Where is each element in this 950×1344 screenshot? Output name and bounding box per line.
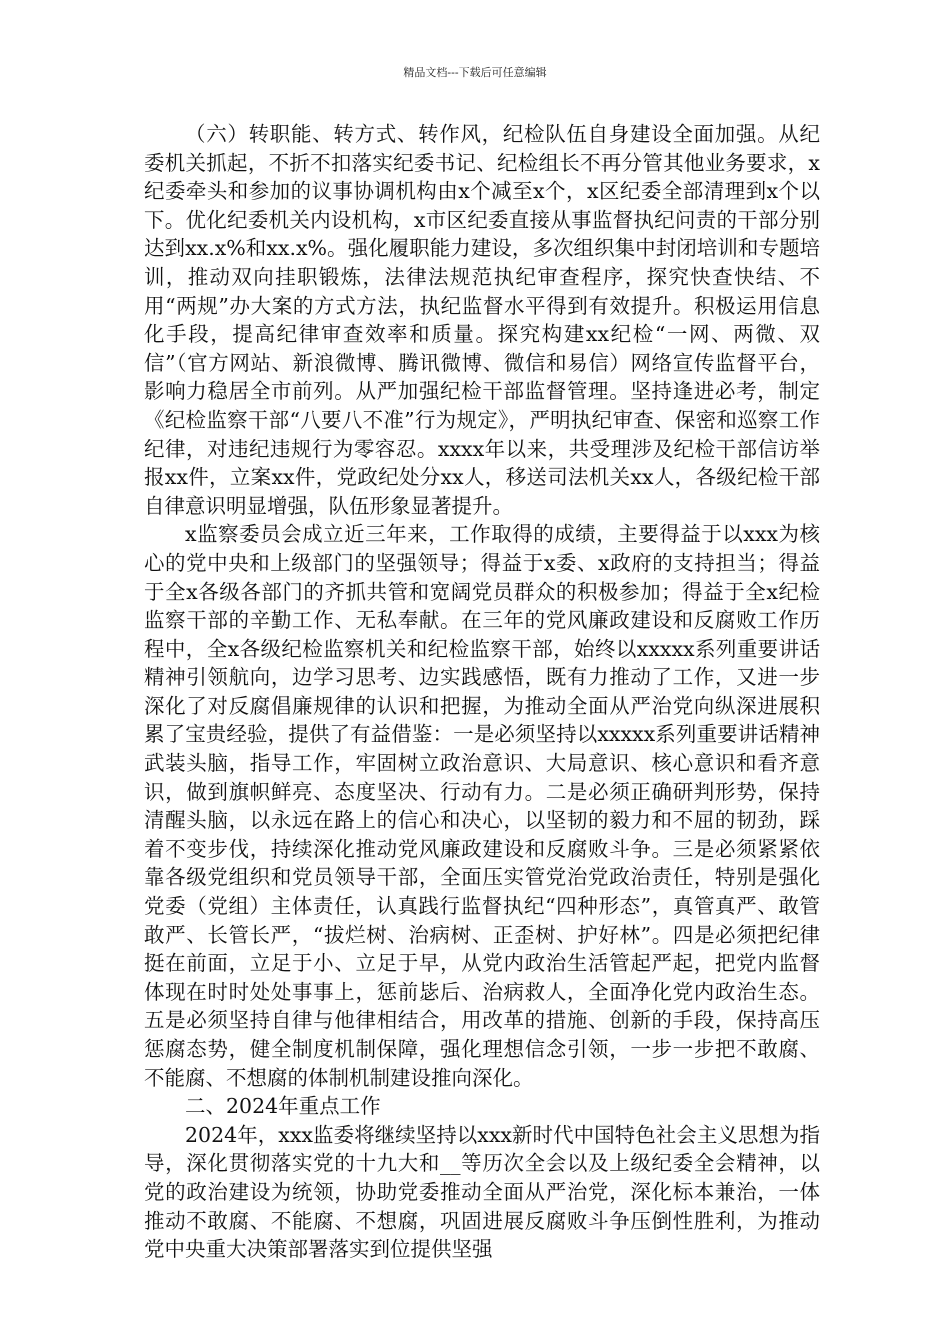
paragraph-discipline-team: （六）转职能、转方式、转作风，纪检队伍自身建设全面加强。从纪委机关抓起，不折不扣落实纪委书记、纪检组长不再分管其他业务要求，x纪委牵头和参加的议事协调机构由x个减至x个，x区纪委全部清理到x个以下。优化纪委机关内设机构，x市区纪委直接从事监督执纪问责的干部分别达到xx.x%和xx.x%。强化履职能力建设，多次组织集中封闭培训和专题培训，推动双向挂职锻炼，法律法规范执纪审查程序，探究快查快结、不用“两规”办大案的方式方法，执纪监督水平得到有效提升。积极运用信息化手段，提高纪律审查效率和质量。探究构建xx纪检“一网、两微、双信”（官方网站、新浪微博、腾讯微博、微信和易信）网络宣传监督平台，影响力稳居全市前列。从严加强纪检干部监督管理。坚持逢进必考，制定《纪检监察干部“八要八不准”行为规定》，严明执纪审查、保密和巡察工作纪律，对违纪违规行为零容忍。xxxx年以来，共受理涉及纪检干部信访举报xx件，立案xx件，党政纪处分xx人，移送司法机关xx人，各级纪检干部自律意识明显增强，队伍形象显著提升。	[144, 122, 820, 518]
section-heading: 二、2024年重点工作	[185, 1094, 381, 1119]
paragraph-key-work: 2024年，xxx监委将继续坚持以xxx新时代中国特色社会主义思想为指导，深化贯彻落实党的十九大和__等历次全会以及上级纪委全会精神，以党的政治建设为统领，协助党委推动全面从严治党，深化标本兼治，一体推动不敢腐、不能腐、不想腐，巩固进展反腐败斗争压倒性胜利，为推动党中央重大决策部署落实到位提供坚强	[144, 1122, 820, 1262]
paragraph-achievements: x监察委员会成立近三年来，工作取得的成绩，主要得益于以xxx为核心的党中央和上级部门的坚强领导；得益于x委、x政府的支持担当；得益于全x各级各部门的齐抓共管和宽阔党员群众的积极参加；得益于全x纪检监察干部的辛勤工作、无私奉献。在三年的党风廉政建设和反腐败工作历程中，全x各级纪检监察机关和纪检监察干部，始终以xxxxx系列重要讲话精神引领航向，边学习思考、边实践感悟，既有力推动了工作，又进一步深化了对反腐倡廉规律的认识和把握，为推动全面从严治党向纵深进展积累了宝贵经验，提供了有益借鉴：一是必须坚持以xxxxx系列重要讲话精神武装头脑，指导工作，牢固树立政治意识、大局意识、核心意识和看齐意识，做到旗帜鲜亮、态度坚决、行动有力。二是必须正确研判形势，保持清醒头脑，以永远在路上的信心和决心，以坚韧的毅力和不屈的韧劲，踩着不变步伐，持续深化推动党风廉政建设和反腐败斗争。三是必须紧紧依靠各级党组织和党员领导干部，全面压实管党治党政治责任，特别是强化党委（党组）主体责任，认真践行监督执纪“四种形态”，真管真严、敢管敢严、长管长严，“拔烂树、治病树、正歪树、护好林”。四是必须把纪律挺在前面，立足于小、立足于早，从党内政治生活管起严起，把党内监督体现在时时处处事事上，惩前毖后、治病救人，全面净化党内政治生态。五是必须坚持自律与他律相结合，用改革的措施、创新的手段，保持高压惩腐态势，健全制度机制保障，强化理想信念引领，一步一步把不敢腐、不能腐、不想腐的体制机制建设推向深化。	[144, 522, 820, 1090]
page-header: 精品文档---下载后可任意编辑	[403, 66, 547, 79]
document-body	[144, 120, 820, 1264]
